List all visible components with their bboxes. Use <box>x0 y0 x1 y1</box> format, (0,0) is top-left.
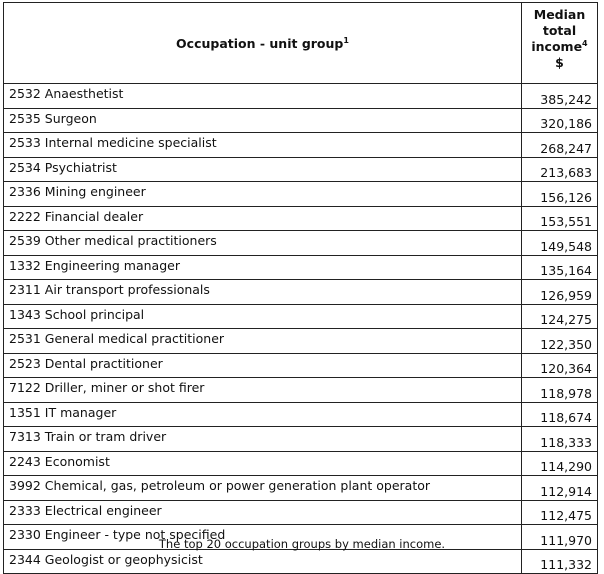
occupation-cell <box>4 329 522 354</box>
occupation-code: 2539 <box>9 233 41 248</box>
occupation-footnote-marker: 1 <box>343 35 349 45</box>
occupation-code: 1351 <box>9 404 41 420</box>
table-row <box>4 427 598 452</box>
median-income-cell: 120,364 <box>522 353 598 378</box>
occupation-name: Other medical practitioners <box>44 233 217 248</box>
median-income-cell: 112,475 <box>522 500 598 525</box>
occupation-name: Train or tram driver <box>44 429 167 444</box>
occupation-cell <box>4 402 522 427</box>
table-row <box>4 280 598 305</box>
occupation-name: Financial dealer <box>44 208 144 224</box>
occupation-name: Engineer - type not specified <box>44 527 226 542</box>
occupation-name: Anaesthetist <box>44 86 124 101</box>
median-income-cell: 118,674 <box>522 402 598 427</box>
median-income-cell: 124,275 <box>522 304 598 329</box>
income-header-line3: income <box>531 39 583 54</box>
income-table-container <box>3 2 597 574</box>
table-row <box>4 500 598 525</box>
occupation-name: General medical practitioner <box>44 331 225 346</box>
table-row <box>4 304 598 329</box>
occupation-cell <box>4 476 522 501</box>
median-income-cell: 320,186 <box>522 108 598 133</box>
table-body <box>4 84 598 574</box>
occupation-code: 2344 <box>9 551 41 567</box>
occupation-name: School principal <box>44 306 145 322</box>
occupation-name: Surgeon <box>44 110 97 126</box>
occupation-code: 2523 <box>9 355 41 371</box>
occupation-column-header <box>4 3 522 84</box>
median-income-cell: 118,333 <box>522 427 598 452</box>
occupation-cell <box>4 133 522 158</box>
table-row <box>4 378 598 403</box>
table-row <box>4 231 598 256</box>
table-row <box>4 451 598 476</box>
median-income-cell: 111,332 <box>522 549 598 574</box>
median-income-cell: 126,959 <box>522 280 598 305</box>
occupation-header-label: Occupation - unit group <box>176 35 344 51</box>
occupation-cell <box>4 255 522 280</box>
occupation-cell <box>4 353 522 378</box>
occupation-code: 1343 <box>9 306 41 322</box>
occupation-name: Air transport professionals <box>44 282 210 297</box>
occupation-cell <box>4 206 522 231</box>
table-row <box>4 549 598 574</box>
occupation-code: 7122 <box>9 380 41 395</box>
occupation-code: 2311 <box>9 282 41 297</box>
occupation-name: Electrical engineer <box>44 502 162 518</box>
table-row <box>4 84 598 109</box>
occupation-name: Internal medicine specialist <box>44 135 217 150</box>
median-income-cell: 118,978 <box>522 378 598 403</box>
table-caption: The top 20 occupation groups by median income. <box>158 537 446 551</box>
occupation-code: 7313 <box>9 429 41 444</box>
median-income-cell: 156,126 <box>522 182 598 207</box>
occupation-code: 1332 <box>9 257 41 273</box>
occupation-name: Engineering manager <box>44 257 180 273</box>
occupation-name: Dental practitioner <box>44 355 163 371</box>
table-row <box>4 402 598 427</box>
table-header <box>4 3 598 84</box>
table-row <box>4 476 598 501</box>
occupation-code: 2535 <box>9 110 41 126</box>
table-row <box>4 206 598 231</box>
occupation-code: 2531 <box>9 331 41 346</box>
header-row <box>4 3 598 84</box>
occupation-name: Driller, miner or shot firer <box>44 380 205 395</box>
income-footnote-marker: 4 <box>582 38 588 48</box>
occupation-name: Mining engineer <box>44 184 146 199</box>
table-row <box>4 353 598 378</box>
income-header-line2: total <box>542 23 577 38</box>
occupation-code: 2534 <box>9 159 41 175</box>
occupation-cell <box>4 378 522 403</box>
occupation-cell <box>4 304 522 329</box>
occupation-code: 3992 <box>9 478 41 493</box>
occupation-name: Geologist or geophysicist <box>44 551 203 567</box>
table-row <box>4 255 598 280</box>
table-row <box>4 133 598 158</box>
income-header-line1: Median <box>533 7 586 22</box>
occupation-income-table <box>3 2 598 574</box>
median-income-cell: 112,914 <box>522 476 598 501</box>
table-row <box>4 157 598 182</box>
occupation-cell <box>4 500 522 525</box>
occupation-cell <box>4 427 522 452</box>
occupation-cell <box>4 157 522 182</box>
occupation-cell <box>4 549 522 574</box>
occupation-code: 2532 <box>9 86 41 101</box>
occupation-cell <box>4 231 522 256</box>
median-income-cell: 268,247 <box>522 133 598 158</box>
occupation-cell <box>4 182 522 207</box>
median-income-cell: 122,350 <box>522 329 598 354</box>
median-income-cell: 135,164 <box>522 255 598 280</box>
occupation-code: 2330 <box>9 527 41 542</box>
occupation-code: 2336 <box>9 184 41 199</box>
median-income-cell: 114,290 <box>522 451 598 476</box>
median-income-cell: 213,683 <box>522 157 598 182</box>
occupation-code: 2222 <box>9 208 41 224</box>
table-row <box>4 108 598 133</box>
occupation-code: 2333 <box>9 502 41 518</box>
table-row <box>4 182 598 207</box>
table-row <box>4 329 598 354</box>
occupation-cell <box>4 280 522 305</box>
occupation-name: Economist <box>44 453 110 469</box>
income-column-header <box>522 3 598 84</box>
occupation-cell <box>4 84 522 109</box>
occupation-code: 2243 <box>9 453 41 469</box>
income-header-currency: $ <box>555 55 564 70</box>
median-income-cell: 385,242 <box>522 84 598 109</box>
occupation-name: Psychiatrist <box>44 159 117 175</box>
median-income-cell: 111,970 <box>522 525 598 550</box>
occupation-cell <box>4 108 522 133</box>
occupation-name: Chemical, gas, petroleum or power generation plant operator <box>44 478 431 493</box>
occupation-name: IT manager <box>44 404 117 420</box>
occupation-cell <box>4 451 522 476</box>
occupation-code: 2533 <box>9 135 41 150</box>
median-income-cell: 153,551 <box>522 206 598 231</box>
median-income-cell: 149,548 <box>522 231 598 256</box>
